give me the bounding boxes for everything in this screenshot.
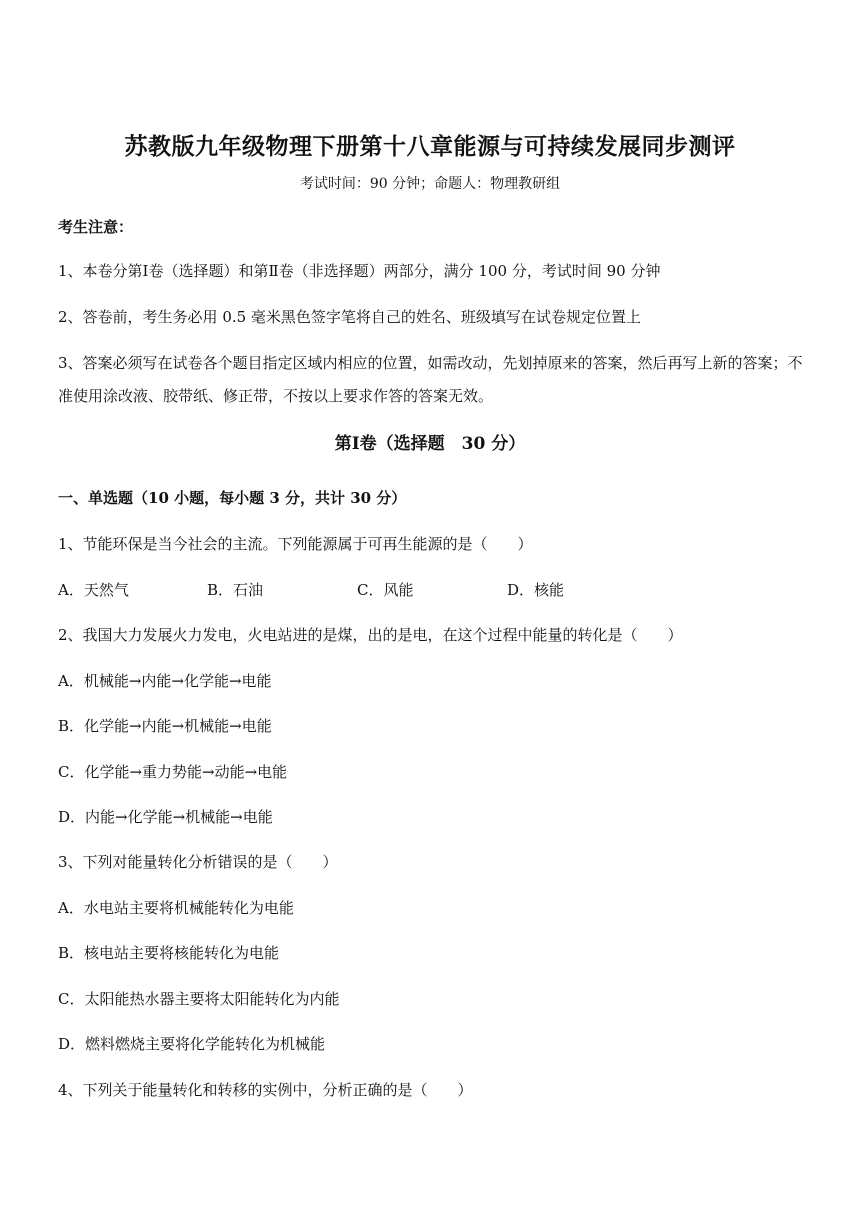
question-1-stem: 1、节能环保是当今社会的主流。下列能源属于可再生能源的是（ ）	[58, 535, 533, 553]
question-4-stem: 4、下列关于能量转化和转移的实例中，分析正确的是（ ）	[58, 1081, 473, 1099]
question-3-stem: 3、下列对能量转化分析错误的是（ ）	[58, 853, 338, 871]
question-3-option-b: B．核电站主要将核能转化为电能	[58, 944, 280, 962]
question-3-option-d: D．燃料燃烧主要将化学能转化为机械能	[58, 1035, 326, 1053]
question-1-option-c: C．风能	[357, 581, 414, 599]
question-1-option-b: B．石油	[207, 581, 264, 599]
notice-item-2: 2、答卷前，考生务必用 0.5 毫米黑色签字笔将自己的姓名、班级填写在试卷规定位置上	[58, 308, 641, 326]
question-1-option-a: A．天然气	[58, 581, 129, 599]
part-heading: 一、单选题（10 小题，每小题 3 分，共计 30 分）	[58, 489, 407, 507]
question-2-option-b: B．化学能→内能→机械能→电能	[58, 717, 272, 735]
question-1-options	[58, 574, 658, 606]
section-title: 第Ⅰ卷（选择题 30 分）	[334, 434, 526, 454]
document-title: 苏教版九年级物理下册第十八章能源与可持续发展同步测评	[124, 133, 736, 160]
question-2-option-d: D．内能→化学能→机械能→电能	[58, 808, 273, 826]
notice-item-3: 3、答案必须写在试卷各个题目指定区域内相应的位置，如需改动，先划掉原来的答案，然后再写上新的答案；不准使用涂改液、胶带纸、修正带，不按以上要求作答的答案无效。	[58, 354, 803, 405]
question-1-option-d: D．核能	[507, 581, 565, 599]
question-2-option-c: C．化学能→重力势能→动能→电能	[58, 763, 288, 781]
notice-item-1: 1、本卷分第Ⅰ卷（选择题）和第Ⅱ卷（非选择题）两部分，满分 100 分，考试时间 90 分钟	[58, 262, 661, 280]
question-3-option-c: C．太阳能热水器主要将太阳能转化为内能	[58, 990, 340, 1008]
notice-heading: 考生注意：	[58, 218, 134, 236]
question-2-option-a: A．机械能→内能→化学能→电能	[58, 672, 272, 690]
question-2-stem: 2、我国大力发展火力发电，火电站进的是煤，出的是电，在这个过程中能量的转化是（ ）	[58, 626, 683, 644]
question-3-option-a: A．水电站主要将机械能转化为电能	[58, 899, 294, 917]
exam-info: 考试时间：90 分钟；命题人：物理教研组	[299, 176, 561, 192]
